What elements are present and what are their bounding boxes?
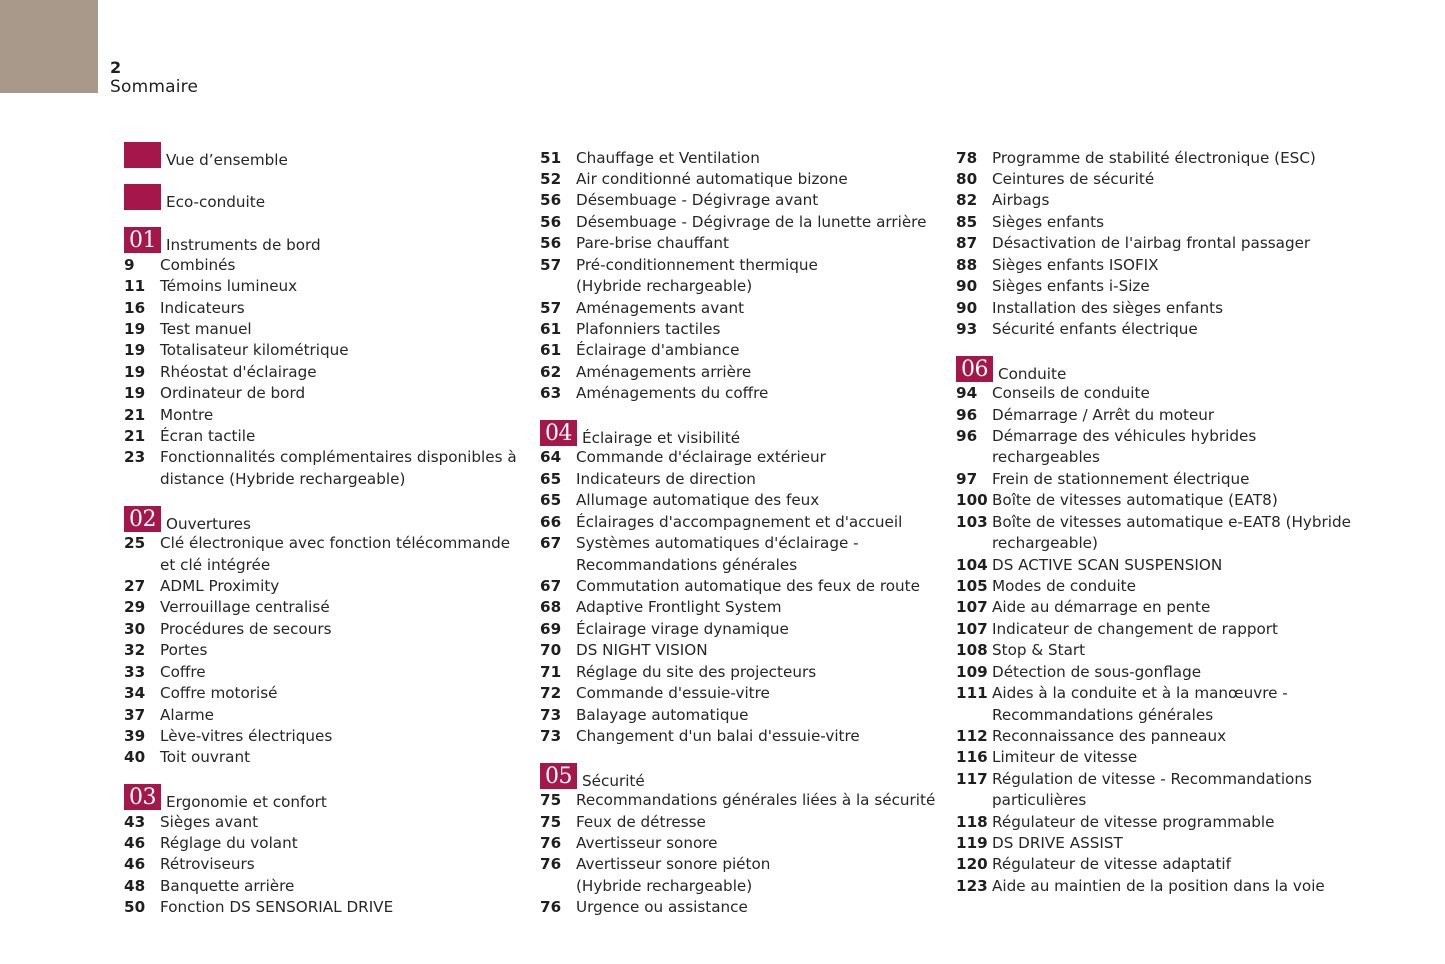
toc-page-number: 100 [956,491,988,510]
toc-entry-label: DS NIGHT VISION [576,641,708,660]
toc-entry-label: Recommandations générales liées à la sécurité [576,791,936,810]
toc-entry[interactable] [956,726,1356,747]
section-title: Éclairage et visibilité [582,429,741,448]
toc-page-number: 104 [956,555,988,574]
toc-entry-label: (Hybride rechargeable) [576,277,753,296]
toc-entry[interactable] [956,662,1356,683]
toc-entry-label: Aide au démarrage en pente [992,598,1211,617]
toc-page-number: 88 [956,255,978,274]
page-number: 2 [110,58,122,77]
toc-entry[interactable] [956,597,1356,618]
toc-entry-label: particulières [992,791,1087,810]
toc-entry-label: Aménagements du coffre [576,384,769,403]
toc-page-number: 123 [956,876,988,895]
toc-entry[interactable] [124,555,524,576]
toc-page-number: 105 [956,577,988,595]
toc-entry[interactable] [540,576,940,597]
toc-entry[interactable] [956,555,1356,576]
toc-entry[interactable] [124,340,524,361]
toc-entry[interactable] [540,319,940,340]
toc-page-number: 75 [540,791,562,810]
toc-entry-label: rechargeables [992,448,1100,467]
toc-page-number: 46 [124,834,146,853]
toc-page-number: 23 [124,448,146,467]
toc-entry[interactable] [124,683,524,704]
toc-page-number: 107 [956,619,988,638]
toc-page-number: 21 [124,427,146,446]
toc-entry[interactable] [956,769,1356,790]
toc-entry-label: Recommandations générales [992,705,1214,724]
toc-entry[interactable] [124,576,524,597]
toc-entry-label: Boîte de vitesses automatique (EAT8) [992,491,1278,510]
toc-page-number: 67 [540,534,562,553]
toc-entry[interactable] [540,512,940,533]
toc-entry-label: Éclairage d'ambiance [576,341,740,360]
toc-entry-label: Procédures de secours [160,619,332,638]
section-heading[interactable] [124,142,524,170]
toc-page-number: 19 [124,319,146,338]
toc-page-number: 19 [124,384,146,403]
toc-entry-label: Air conditionné automatique bizone [576,170,848,189]
toc-entry[interactable] [124,640,524,661]
toc-entry-label: Ordinateur de bord [160,384,306,403]
toc-page-number: 19 [124,362,146,381]
toc-entry[interactable] [956,169,1356,190]
toc-entry[interactable] [956,705,1356,726]
toc-entry-label: Témoins lumineux [160,277,298,296]
toc-entry[interactable] [956,790,1356,811]
section-heading[interactable] [124,184,524,212]
toc-entry-label: Régulation de vitesse - Recommandations [992,769,1312,788]
toc-page-number: 119 [956,834,988,853]
toc-entry[interactable] [124,469,524,490]
toc-entry-label: Détection de sous-gonflage [992,662,1202,681]
toc-entry[interactable] [956,212,1356,233]
toc-entry[interactable] [540,705,940,726]
toc-entry-label: Commande d'éclairage extérieur [576,448,826,467]
section-title: Instruments de bord [166,236,321,255]
toc-page-number: 71 [540,662,562,681]
toc-page-number: 50 [124,898,146,917]
toc-entry-label: Pare-brise chauffant [576,234,729,253]
section-heading[interactable] [124,227,524,255]
toc-page-number: 117 [956,769,988,788]
toc-page-number: 33 [124,662,146,681]
toc-entry-label: Réglage du site des projecteurs [576,662,817,681]
toc-entry-label: Rétroviseurs [160,855,255,874]
toc-entry[interactable] [540,276,940,297]
toc-page-number: 37 [124,705,146,724]
toc-entry[interactable] [540,148,940,169]
toc-page-number: 46 [124,855,146,874]
toc-entry-label: Totalisateur kilométrique [160,341,349,360]
toc-entry[interactable] [124,597,524,618]
toc-page-number: 25 [124,534,146,553]
toc-entry-label: Éclairage virage dynamique [576,619,789,638]
toc-entry[interactable] [540,469,940,490]
toc-entry-label: Alarme [160,705,215,724]
toc-entry[interactable] [124,854,524,875]
toc-entry-label: Fonctionnalités complémentaires disponibles à [160,448,517,467]
toc-entry[interactable] [956,447,1356,468]
toc-entry[interactable] [956,405,1356,426]
toc-entry-label: Désembuage - Dégivrage avant [576,191,819,210]
toc-entry[interactable] [956,619,1356,640]
toc-entry[interactable] [956,854,1356,875]
toc-page-number: 34 [124,684,146,703]
toc-entry[interactable] [540,726,940,747]
toc-entry-label: Frein de stationnement électrique [992,469,1250,488]
toc-entry-label: Sièges enfants ISOFIX [992,255,1159,274]
page-title: Sommaire [110,77,199,97]
toc-entry[interactable] [540,640,940,661]
toc-entry[interactable] [124,662,524,683]
section-heading[interactable] [124,784,524,812]
toc-entry[interactable] [540,683,940,704]
toc-entry-label: DS DRIVE ASSIST [992,834,1123,853]
toc-page-number: 62 [540,362,562,381]
toc-entry-label: Aides à la conduite et à la manœuvre - [992,684,1288,703]
toc-entry-label: Sièges avant [160,812,259,831]
toc-entry-label: Régulateur de vitesse programmable [992,812,1275,831]
toc-entry[interactable] [124,298,524,319]
corner-color-block [0,0,98,93]
toc-entry-label: Lève-vitres électriques [160,726,333,745]
toc-entry-label: Coffre [160,662,206,681]
toc-entry[interactable] [540,812,940,833]
toc-page-number: 61 [540,319,562,338]
toc-page-number: 73 [540,705,562,724]
toc-entry[interactable] [124,383,524,404]
toc-page-number: 30 [124,619,146,638]
section-number-badge: 06 [956,356,993,382]
toc-entry-label: rechargeable) [992,534,1098,553]
toc-entry-label: Commande d'essuie-vitre [576,684,770,703]
toc-entry[interactable] [124,812,524,833]
toc-page-number: 76 [540,834,562,853]
toc-entry-label: Indicateur de changement de rapport [992,619,1279,638]
toc-page-number: 69 [540,619,562,638]
toc-entry-label: Plafonniers tactiles [576,319,721,338]
section-number-badge: 04 [540,420,577,446]
toc-page-number: 75 [540,812,562,831]
section-number-badge: 05 [540,763,577,789]
toc-entry[interactable] [540,662,940,683]
toc-page-number: 85 [956,212,978,231]
toc-page-number: 56 [540,234,562,253]
section-title: Ergonomie et confort [166,793,327,812]
toc-entry[interactable] [124,319,524,340]
toc-page-number: 90 [956,277,978,296]
toc-page-number: 52 [540,170,562,189]
toc-page-number: 27 [124,577,146,595]
toc-entry[interactable] [124,876,524,897]
toc-entry-label: Boîte de vitesses automatique e-EAT8 (Hybride [992,512,1351,531]
toc-entry-label: Démarrage des véhicules hybrides [992,427,1257,446]
toc-entry[interactable] [956,747,1356,768]
toc-entry[interactable] [956,190,1356,211]
toc-entry-label: DS ACTIVE SCAN SUSPENSION [992,555,1223,574]
toc-page-number: 78 [956,148,978,167]
toc-page-number: 67 [540,577,562,595]
toc-entry[interactable] [540,298,940,319]
toc-page-number: 97 [956,469,978,488]
toc-entry[interactable] [956,298,1356,319]
toc-entry-label: Balayage automatique [576,705,749,724]
toc-page-number: 111 [956,684,988,703]
toc-entry-label: Avertisseur sonore piéton [576,855,771,874]
toc-entry-label: (Hybride rechargeable) [576,876,753,895]
toc-page-number: 64 [540,448,562,467]
toc-entry[interactable] [540,212,940,233]
toc-page-number: 112 [956,726,988,745]
toc-entry-label: Systèmes automatiques d'éclairage - [576,534,859,553]
toc-entry[interactable] [956,833,1356,854]
toc-entry[interactable] [540,169,940,190]
toc-entry-label: Test manuel [160,319,252,338]
toc-entry[interactable] [956,512,1356,533]
toc-entry-label: Rhéostat d'éclairage [160,362,317,381]
section-heading[interactable] [540,763,940,791]
toc-page-number: 68 [540,598,562,617]
toc-entry-label: Avertisseur sonore [576,834,718,853]
toc-page-number: 57 [540,255,562,274]
toc-entry-label: Installation des sièges enfants [992,298,1223,317]
toc-page-number: 73 [540,726,562,745]
toc-entry[interactable] [124,897,524,918]
toc-entry[interactable] [956,640,1356,661]
toc-entry[interactable] [956,255,1356,276]
toc-page-number: 57 [540,298,562,317]
toc-entry-label: Ceintures de sécurité [992,170,1155,189]
section-heading[interactable] [540,420,940,448]
toc-page-number: 76 [540,855,562,874]
toc-entry[interactable] [540,490,940,511]
toc-entry[interactable] [124,833,524,854]
section-number-badge: 02 [124,506,161,532]
section-number-badge [124,184,161,210]
toc-page-number: 107 [956,598,988,617]
toc-entry[interactable] [540,790,940,811]
toc-entry[interactable] [124,426,524,447]
toc-page-number: 66 [540,512,562,531]
toc-page-number: 40 [124,748,146,767]
section-number-badge: 03 [124,784,161,810]
toc-entry[interactable] [540,190,940,211]
toc-entry[interactable] [956,576,1356,597]
toc-page-number: 80 [956,170,978,189]
toc-page-number: 109 [956,662,988,681]
toc-entry-label: Aménagements arrière [576,362,752,381]
toc-page-number: 39 [124,726,146,745]
toc-page-number: 9 [124,255,135,274]
toc-entry-label: Feux de détresse [576,812,706,831]
toc-page-number: 96 [956,405,978,424]
toc-entry-label: Changement d'un balai d'essuie-vitre [576,726,860,745]
toc-page-number: 82 [956,191,978,210]
toc-entry[interactable] [124,533,524,554]
toc-entry-label: Recommandations générales [576,555,798,574]
section-title: Eco-conduite [166,193,266,212]
toc-entry[interactable] [540,854,940,875]
toc-entry-label: Verrouillage centralisé [160,598,330,617]
toc-entry[interactable] [124,447,524,468]
toc-entry-label: Réglage du volant [160,834,298,853]
toc-page-number: 51 [540,148,562,167]
toc-entry[interactable] [540,340,940,361]
toc-page-number: 56 [540,212,562,231]
toc-page-number: 63 [540,384,562,403]
toc-entry-label: Régulateur de vitesse adaptatif [992,855,1231,874]
toc-entry-label: ADML Proximity [160,577,280,595]
toc-entry[interactable] [540,897,940,918]
toc-entry[interactable] [124,276,524,297]
toc-entry-label: Urgence ou assistance [576,898,748,917]
section-title: Vue d’ensemble [166,150,288,169]
toc-page-number: 72 [540,684,562,703]
toc-entry-label: Conseils de conduite [992,384,1150,403]
toc-entry-label: Combinés [160,255,236,274]
toc-entry-label: Reconnaissance des panneaux [992,726,1227,745]
toc-entry[interactable] [956,683,1356,704]
toc-entry-label: Écran tactile [160,427,256,446]
toc-entry-label: Sièges enfants [992,212,1105,231]
toc-entry[interactable] [124,747,524,768]
toc-entry-label: Portes [160,641,208,660]
section-number-badge: 01 [124,227,161,253]
toc-entry[interactable] [956,276,1356,297]
toc-entry[interactable] [956,233,1356,254]
toc-page-number: 108 [956,641,988,660]
toc-page-number: 56 [540,191,562,210]
toc-entry[interactable] [540,597,940,618]
toc-entry-label: Sièges enfants i-Size [992,277,1150,296]
toc-page-number: 32 [124,641,146,660]
toc-page-number: 118 [956,812,988,831]
toc-entry[interactable] [956,319,1356,340]
toc-page-number: 65 [540,491,562,510]
section-title: Ouvertures [166,514,251,533]
toc-entry-label: Adaptive Frontlight System [576,598,782,617]
toc-entry-label: Montre [160,405,214,424]
toc-entry-label: Pré-conditionnement thermique [576,255,818,274]
toc-entry[interactable] [956,469,1356,490]
toc-entry[interactable] [540,619,940,640]
toc-entry[interactable] [124,362,524,383]
toc-entry-label: Programme de stabilité électronique (ESC) [992,148,1316,167]
toc-entry[interactable] [540,555,940,576]
toc-page-number: 93 [956,319,978,338]
toc-entry-label: Fonction DS SENSORIAL DRIVE [160,898,394,917]
toc-entry-label: Clé électronique avec fonction télécommande [160,534,511,553]
section-heading[interactable] [124,506,524,534]
toc-page-number: 90 [956,298,978,317]
toc-entry[interactable] [124,405,524,426]
toc-entry-label: Désactivation de l'airbag frontal passager [992,234,1311,253]
toc-entry[interactable] [540,833,940,854]
section-title: Sécurité [582,771,645,790]
toc-entry[interactable] [956,876,1356,897]
toc-entry-label: Sécurité enfants électrique [992,319,1198,338]
toc-entry[interactable] [540,876,940,897]
toc-page-number: 21 [124,405,146,424]
toc-entry-label: Chauffage et Ventilation [576,148,760,167]
toc-entry[interactable] [956,426,1356,447]
toc-page-number: 76 [540,898,562,917]
toc-entry-label: Indicateurs [160,298,245,317]
toc-page-number: 65 [540,469,562,488]
toc-entry-label: Commutation automatique des feux de route [576,577,920,595]
toc-entry[interactable] [124,705,524,726]
toc-page-number: 11 [124,277,146,296]
toc-entry-label: Démarrage / Arrêt du moteur [992,405,1215,424]
toc-page-number: 94 [956,384,978,403]
toc-page-number: 43 [124,812,146,831]
toc-entry-label: Toit ouvrant [160,748,251,767]
toc-entry[interactable] [956,533,1356,554]
toc-entry[interactable] [124,619,524,640]
toc-entry[interactable] [540,447,940,468]
toc-entry[interactable] [956,383,1356,404]
toc-entry-label: Éclairages d'accompagnement et d'accueil [576,512,903,531]
toc-entry-label: Airbags [992,191,1050,210]
toc-entry[interactable] [124,726,524,747]
toc-page-number: 19 [124,341,146,360]
toc-page-number: 70 [540,641,562,660]
toc-entry-label: Désembuage - Dégivrage de la lunette arrière [576,212,927,231]
toc-entry[interactable] [956,490,1356,511]
toc-entry-label: Allumage automatique des feux [576,491,820,510]
toc-entry-label: Modes de conduite [992,577,1136,595]
toc-page-number: 16 [124,298,146,317]
toc-entry-label: Indicateurs de direction [576,469,756,488]
toc-entry[interactable] [540,533,940,554]
section-title: Conduite [998,364,1067,383]
toc-entry-label: distance (Hybride rechargeable) [160,469,406,488]
toc-entry-label: Limiteur de vitesse [992,748,1138,767]
toc-entry-label: Banquette arrière [160,876,295,895]
toc-page-number: 29 [124,598,146,617]
toc-entry-label: Aide au maintien de la position dans la voie [992,876,1325,895]
toc-page-number: 103 [956,512,988,531]
toc-entry-label: Aménagements avant [576,298,745,317]
toc-page-number: 87 [956,234,978,253]
toc-page-number: 120 [956,855,988,874]
toc-entry[interactable] [540,362,940,383]
toc-page-number: 61 [540,341,562,360]
toc-entry[interactable] [124,255,524,276]
toc-page-number: 116 [956,748,988,767]
toc-entry[interactable] [540,255,940,276]
toc-page-number: 48 [124,876,146,895]
toc-entry-label: Coffre motorisé [160,684,278,703]
toc-entry[interactable] [956,812,1356,833]
toc-entry[interactable] [540,233,940,254]
toc-page-number: 96 [956,427,978,446]
toc-entry[interactable] [540,383,940,404]
toc-entry-label: Stop & Start [992,641,1086,660]
section-heading[interactable] [956,356,1356,384]
toc-entry-label: et clé intégrée [160,555,271,574]
section-number-badge [124,142,161,168]
toc-entry[interactable] [956,148,1356,169]
